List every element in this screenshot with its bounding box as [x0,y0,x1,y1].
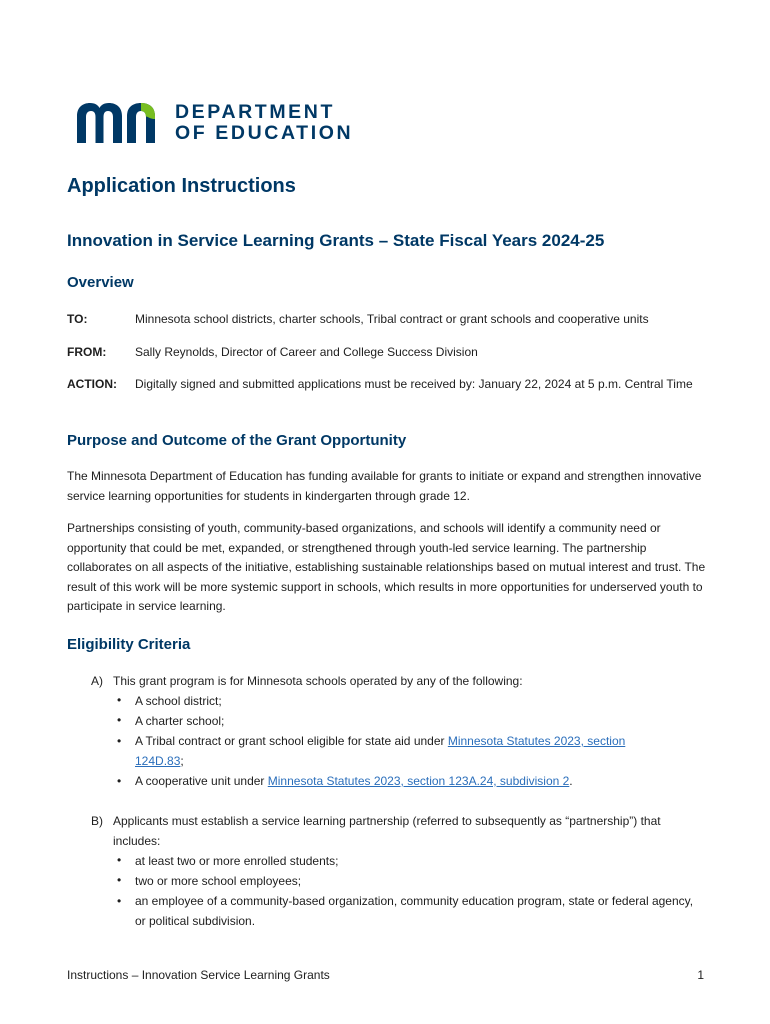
page-title: Application Instructions [67,175,296,197]
list-marker-b: B) [91,814,103,828]
eligibility-b-bullet-3: an employee of a community-based organization, community education program, state or federal agency, or political subdivision. [135,894,694,928]
list-marker-a: A) [91,674,103,688]
bullet-icon: • [117,873,122,887]
page-subtitle: Innovation in Service Learning Grants – State Fiscal Years 2024-25 [67,231,605,250]
mde-logo [77,103,353,143]
memo-action-value: Digitally signed and submitted applications must be received by: January 22, 2024 at 5 p.m. Central Time [135,377,693,391]
logo-line-1: DEPARTMENT [175,101,335,123]
bullet-icon: • [117,734,122,748]
bullet-3-suffix: ; [180,754,184,768]
eligibility-b-bullet-1: at least two or more enrolled students; [135,854,339,868]
memo-from-value: Sally Reynolds, Director of Career and College Success Division [135,345,478,359]
memo-to-value: Minnesota school districts, charter schools, Tribal contract or grant schools and cooperative units [135,312,649,326]
purpose-paragraph-1: The Minnesota Department of Education has funding available for grants to initiate or expand and strengthen innovative service learning opportunities for students in kindergarten through grade 12. [67,469,702,503]
overview-heading: Overview [67,274,134,291]
bullet-icon: • [117,693,122,707]
eligibility-a-bullet-3 [135,731,665,771]
bullet-icon: • [117,853,122,867]
page-number: 1 [697,968,704,982]
statute-123a24-link[interactable]: Minnesota Statutes 2023, section 123A.24, subdivision 2 [267,774,570,788]
logo-wordmark [175,102,353,144]
eligibility-b-bullet-2: two or more school employees; [135,874,302,888]
footer-text: Instructions – Innovation Service Learning Grants [67,968,330,982]
bullet-icon: • [117,774,122,788]
eligibility-a-bullet-2: A charter school; [135,714,225,728]
eligibility-heading: Eligibility Criteria [67,636,191,653]
statute-124d83-link[interactable]: Minnesota Statutes 2023, section 124D.83 [135,734,626,768]
purpose-paragraph-2: Partnerships consisting of youth, community-based organizations, and schools will identify a community need or opportunity that could be met, expanded, or strengthened through youth-led service learning. The partnership collaborates on all aspects of the initiative, establishing sustainable relationships based on mutual interest and trust. The result of this work will be more systemic support in schools, which results in more opportunities for underserved youth to participate in service learning. [67,521,706,613]
bullet-4-prefix: A cooperative unit under [135,774,268,788]
eligibility-a-bullet-4 [135,771,695,791]
bullet-icon: • [117,894,122,908]
memo-from-label: FROM: [67,345,107,359]
memo-to-label: TO: [67,312,88,326]
mn-logo-icon [77,103,161,143]
bullet-4-suffix: . [569,774,573,788]
logo-line-2: OF EDUCATION [175,122,354,144]
eligibility-a-text: This grant program is for Minnesota schools operated by any of the following: [113,674,523,688]
purpose-heading: Purpose and Outcome of the Grant Opportunity [67,432,407,449]
eligibility-a-bullet-1: A school district; [135,694,222,708]
bullet-icon: • [117,713,122,727]
bullet-3-prefix: A Tribal contract or grant school eligible for state aid under [135,734,448,748]
memo-action-label: ACTION: [67,377,117,391]
eligibility-b-text: Applicants must establish a service learning partnership (referred to subsequently as “partnership”) that includes: [113,814,661,848]
